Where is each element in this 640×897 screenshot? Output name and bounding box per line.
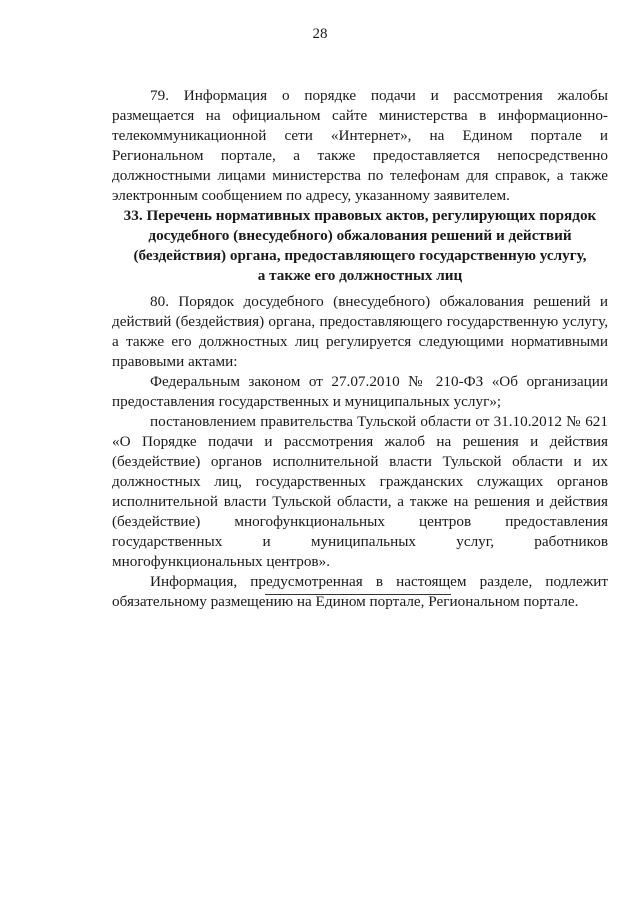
section-heading-line-1: 33. Перечень нормативных правовых актов, регулирующих порядок	[123, 207, 597, 224]
paragraph-79: 79. Информация о порядке подачи и рассмотрения жалобы размещается на официальном сайте министерства в информационно-телекоммуникационной сети «Интернет», на Едином портале и Региональном портале, а также предоставляется непосредственно должностными лицами министерства по телефонам для справок, а также электронным сообщением по адресу, указанному заявителем.	[112, 87, 608, 204]
paragraph-79-block	[112, 86, 608, 206]
info-placement-paragraph: Информация, предусмотренная в настоящем разделе, подлежит обязательному размещению на Едином портале, Региональном портале.	[112, 573, 608, 610]
act-federal-law: Федеральным законом от 27.07.2010 № 210-ФЗ «Об организации предоставления государственных и муниципальных услуг»;	[112, 373, 608, 410]
section-heading-line-4: а также его должностных лиц	[257, 267, 463, 284]
section-33-body	[112, 292, 608, 612]
section-heading	[112, 206, 608, 286]
end-separator-line	[265, 594, 451, 595]
paragraph-80: 80. Порядок досудебного (внесудебного) обжалования решений и действий (бездействия) органа, предоставляющего государственную услугу, а также его должностных лиц регулируется следующими нормативными правовыми актами:	[112, 293, 608, 370]
section-heading-line-2: досудебного (внесудебного) обжалования решений и действий	[148, 227, 572, 244]
page-number: 28	[312, 26, 328, 42]
section-heading-line-3: (бездействия) органа, предоставляющего государственную услугу,	[133, 247, 587, 264]
act-regional-resolution: постановлением правительства Тульской области от 31.10.2012 № 621 «О Порядке подачи и рассмотрения жалоб на решения и действия (бездействие) органов исполнительной власти Тульской области и их должностных лиц, государственных гражданских служащих органов исполнительной власти Тульской области, а также на решения и действия (бездействие) многофункциональных центров предоставления государственных и муниципальных услуг, работников многофункциональных центров».	[112, 413, 608, 570]
